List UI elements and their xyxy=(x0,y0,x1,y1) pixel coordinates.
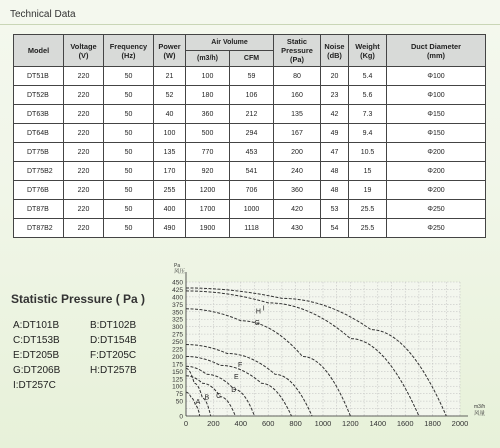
y-tick-label: 250 xyxy=(172,339,183,347)
cell-voltage: 220 xyxy=(64,181,104,200)
legend-item: G:DT206B xyxy=(13,365,61,376)
y-tick-label: 175 xyxy=(172,361,183,369)
table-row xyxy=(14,105,486,124)
table-row xyxy=(14,219,486,238)
x-tick-label: 1400 xyxy=(369,419,387,428)
cell-air-m3h: 180 xyxy=(186,86,230,105)
table-row xyxy=(14,181,486,200)
cell-static-pressure: 430 xyxy=(274,219,321,238)
y-tick-label: 275 xyxy=(172,331,183,339)
cell-air-m3h: 920 xyxy=(186,162,230,181)
cell-weight: 5.6 xyxy=(349,86,387,105)
x-axis-label: 风量 xyxy=(474,411,486,417)
cell-air-cfm: 294 xyxy=(230,124,274,143)
cell-static-pressure: 360 xyxy=(274,181,321,200)
y-tick-label: 225 xyxy=(172,346,183,354)
cell-air-m3h: 770 xyxy=(186,143,230,162)
header-weight: Weight (Kg) xyxy=(349,35,387,67)
cell-noise: 48 xyxy=(321,162,349,181)
cell-frequency: 50 xyxy=(104,86,154,105)
cell-air-cfm: 1118 xyxy=(230,219,274,238)
cell-frequency: 50 xyxy=(104,105,154,124)
cell-power: 490 xyxy=(154,219,186,238)
cell-duct-diameter: Φ150 xyxy=(387,105,486,124)
cell-static-pressure: 160 xyxy=(274,86,321,105)
header-noise: Noise (dB) xyxy=(321,35,349,67)
cell-air-m3h: 500 xyxy=(186,124,230,143)
cell-noise: 48 xyxy=(321,181,349,200)
x-tick-label: 0 xyxy=(183,419,189,428)
cell-voltage: 220 xyxy=(64,162,104,181)
cell-frequency: 50 xyxy=(104,143,154,162)
x-tick-label: 600 xyxy=(261,419,275,428)
y-tick-label: 125 xyxy=(172,376,183,384)
x-tick-label: 2000 xyxy=(451,419,469,428)
cell-weight: 10.5 xyxy=(349,143,387,162)
cell-weight: 25.5 xyxy=(349,200,387,219)
header-model: Model xyxy=(14,35,64,67)
curve-label-a: A xyxy=(195,399,201,407)
cell-air-cfm: 106 xyxy=(230,86,274,105)
x-tick-label: 1000 xyxy=(314,419,332,428)
cell-noise: 49 xyxy=(321,124,349,143)
cell-voltage: 220 xyxy=(64,124,104,143)
cell-air-cfm: 541 xyxy=(230,162,274,181)
header-air-volume: Air Volume xyxy=(186,35,274,51)
legend-item: H:DT257B xyxy=(90,365,137,376)
cell-static-pressure: 240 xyxy=(274,162,321,181)
cell-duct-diameter: Φ200 xyxy=(387,162,486,181)
cell-power: 135 xyxy=(154,143,186,162)
cell-duct-diameter: Φ200 xyxy=(387,143,486,162)
curve-label-d: D xyxy=(231,387,237,395)
cell-power: 21 xyxy=(154,67,186,86)
pressure-curve-chart xyxy=(150,258,500,448)
cell-air-cfm: 212 xyxy=(230,105,274,124)
cell-noise: 42 xyxy=(321,105,349,124)
cell-noise: 20 xyxy=(321,67,349,86)
y-tick-label: 75 xyxy=(175,391,183,399)
header-power: Power (W) xyxy=(154,35,186,67)
cell-air-m3h: 360 xyxy=(186,105,230,124)
cell-air-m3h: 1200 xyxy=(186,181,230,200)
cell-static-pressure: 135 xyxy=(274,105,321,124)
x-tick-label: 400 xyxy=(234,419,248,428)
title-divider xyxy=(0,24,500,25)
y-tick-label: 300 xyxy=(172,324,183,332)
cell-model: DT87B2 xyxy=(14,219,64,238)
y-tick-label: 100 xyxy=(172,383,183,391)
y-tick-label: 0 xyxy=(179,413,183,421)
table-row xyxy=(14,143,486,162)
technical-data-table xyxy=(13,34,486,238)
cell-voltage: 220 xyxy=(64,86,104,105)
cell-static-pressure: 420 xyxy=(274,200,321,219)
y-tick-label: 400 xyxy=(172,294,183,302)
legend-item: F:DT205C xyxy=(90,350,137,361)
y-tick-label: 150 xyxy=(172,368,183,376)
curve-label-b: B xyxy=(204,394,210,402)
y-tick-label: 200 xyxy=(172,353,183,361)
cell-air-m3h: 100 xyxy=(186,67,230,86)
cell-frequency: 50 xyxy=(104,124,154,143)
cell-power: 40 xyxy=(154,105,186,124)
cell-power: 100 xyxy=(154,124,186,143)
cell-noise: 54 xyxy=(321,219,349,238)
cell-weight: 25.5 xyxy=(349,219,387,238)
cell-voltage: 220 xyxy=(64,143,104,162)
y-tick-label: 50 xyxy=(175,398,183,406)
y-tick-label: 350 xyxy=(172,309,183,317)
cell-weight: 7.3 xyxy=(349,105,387,124)
x-tick-label: 1600 xyxy=(396,419,414,428)
y-tick-label: 325 xyxy=(172,316,183,324)
curve-label-f: F xyxy=(238,361,243,369)
cell-voltage: 220 xyxy=(64,219,104,238)
statistic-pressure-title: Statistic Pressure ( Pa ) xyxy=(11,292,146,306)
cell-model: DT87B xyxy=(14,200,64,219)
cell-duct-diameter: Φ100 xyxy=(387,67,486,86)
x-axis-unit: m3/h xyxy=(474,404,486,410)
cell-duct-diameter: Φ200 xyxy=(387,181,486,200)
x-tick-label: 1200 xyxy=(342,419,359,428)
cell-voltage: 220 xyxy=(64,105,104,124)
cell-power: 52 xyxy=(154,86,186,105)
cell-frequency: 50 xyxy=(104,67,154,86)
cell-static-pressure: 167 xyxy=(274,124,321,143)
cell-model: DT75B xyxy=(14,143,64,162)
cell-frequency: 50 xyxy=(104,200,154,219)
header-air-m3h: (m3/h) xyxy=(186,51,230,67)
table-row xyxy=(14,124,486,143)
y-tick-label: 450 xyxy=(172,279,183,287)
header-air-cfm: CFM xyxy=(230,51,274,67)
curve-label-g: G xyxy=(254,320,260,328)
table-row xyxy=(14,200,486,219)
y-axis-unit: Pa xyxy=(174,263,181,269)
cell-power: 170 xyxy=(154,162,186,181)
cell-power: 400 xyxy=(154,200,186,219)
cell-air-cfm: 706 xyxy=(230,181,274,200)
cell-noise: 23 xyxy=(321,86,349,105)
cell-voltage: 220 xyxy=(64,67,104,86)
cell-weight: 9.4 xyxy=(349,124,387,143)
cell-air-cfm: 1000 xyxy=(230,200,274,219)
table-row xyxy=(14,86,486,105)
x-tick-label: 200 xyxy=(207,419,220,428)
cell-frequency: 50 xyxy=(104,162,154,181)
y-tick-label: 375 xyxy=(172,301,183,309)
cell-model: DT52B xyxy=(14,86,64,105)
cell-power: 255 xyxy=(154,181,186,200)
cell-air-cfm: 59 xyxy=(230,67,274,86)
table-body xyxy=(14,67,486,238)
cell-duct-diameter: Φ250 xyxy=(387,200,486,219)
section-title: Technical Data xyxy=(10,9,76,20)
y-axis-label: 风压 xyxy=(174,269,186,275)
cell-frequency: 50 xyxy=(104,219,154,238)
cell-noise: 47 xyxy=(321,143,349,162)
cell-static-pressure: 80 xyxy=(274,67,321,86)
curve-label-i: I xyxy=(262,305,265,313)
header-static-pressure: Static Pressure (Pa) xyxy=(274,35,321,67)
legend-item: C:DT153B xyxy=(13,335,60,346)
cell-duct-diameter: Φ250 xyxy=(387,219,486,238)
curve-label-h: H xyxy=(255,308,261,316)
curve-label-c: C xyxy=(216,393,222,401)
cell-duct-diameter: Φ150 xyxy=(387,124,486,143)
cell-voltage: 220 xyxy=(64,200,104,219)
x-tick-label: 1800 xyxy=(424,419,441,428)
legend-item: B:DT102B xyxy=(90,320,137,331)
cell-model: DT51B xyxy=(14,67,64,86)
header-voltage: Voltage (V) xyxy=(64,35,104,67)
cell-model: DT63B xyxy=(14,105,64,124)
cell-air-cfm: 453 xyxy=(230,143,274,162)
cell-air-m3h: 1700 xyxy=(186,200,230,219)
cell-model: DT75B2 xyxy=(14,162,64,181)
y-tick-label: 425 xyxy=(172,286,183,294)
curve-label-e: E xyxy=(233,373,239,381)
cell-weight: 19 xyxy=(349,181,387,200)
cell-static-pressure: 200 xyxy=(274,143,321,162)
legend-item: E:DT205B xyxy=(13,350,60,361)
cell-air-m3h: 1900 xyxy=(186,219,230,238)
cell-model: DT64B xyxy=(14,124,64,143)
cell-weight: 15 xyxy=(349,162,387,181)
cell-weight: 5.4 xyxy=(349,67,387,86)
x-tick-label: 800 xyxy=(289,419,302,428)
cell-noise: 53 xyxy=(321,200,349,219)
cell-model: DT76B xyxy=(14,181,64,200)
legend-item: D:DT154B xyxy=(90,335,137,346)
table-row xyxy=(14,162,486,181)
cell-frequency: 50 xyxy=(104,181,154,200)
cell-duct-diameter: Φ100 xyxy=(387,86,486,105)
legend-item: I:DT257C xyxy=(13,380,56,391)
table-row xyxy=(14,67,486,86)
header-frequency: Frequency (Hz) xyxy=(104,35,154,67)
legend-item: A:DT101B xyxy=(13,320,60,331)
header-duct-diameter: Duct Diameter (mm) xyxy=(387,35,486,67)
